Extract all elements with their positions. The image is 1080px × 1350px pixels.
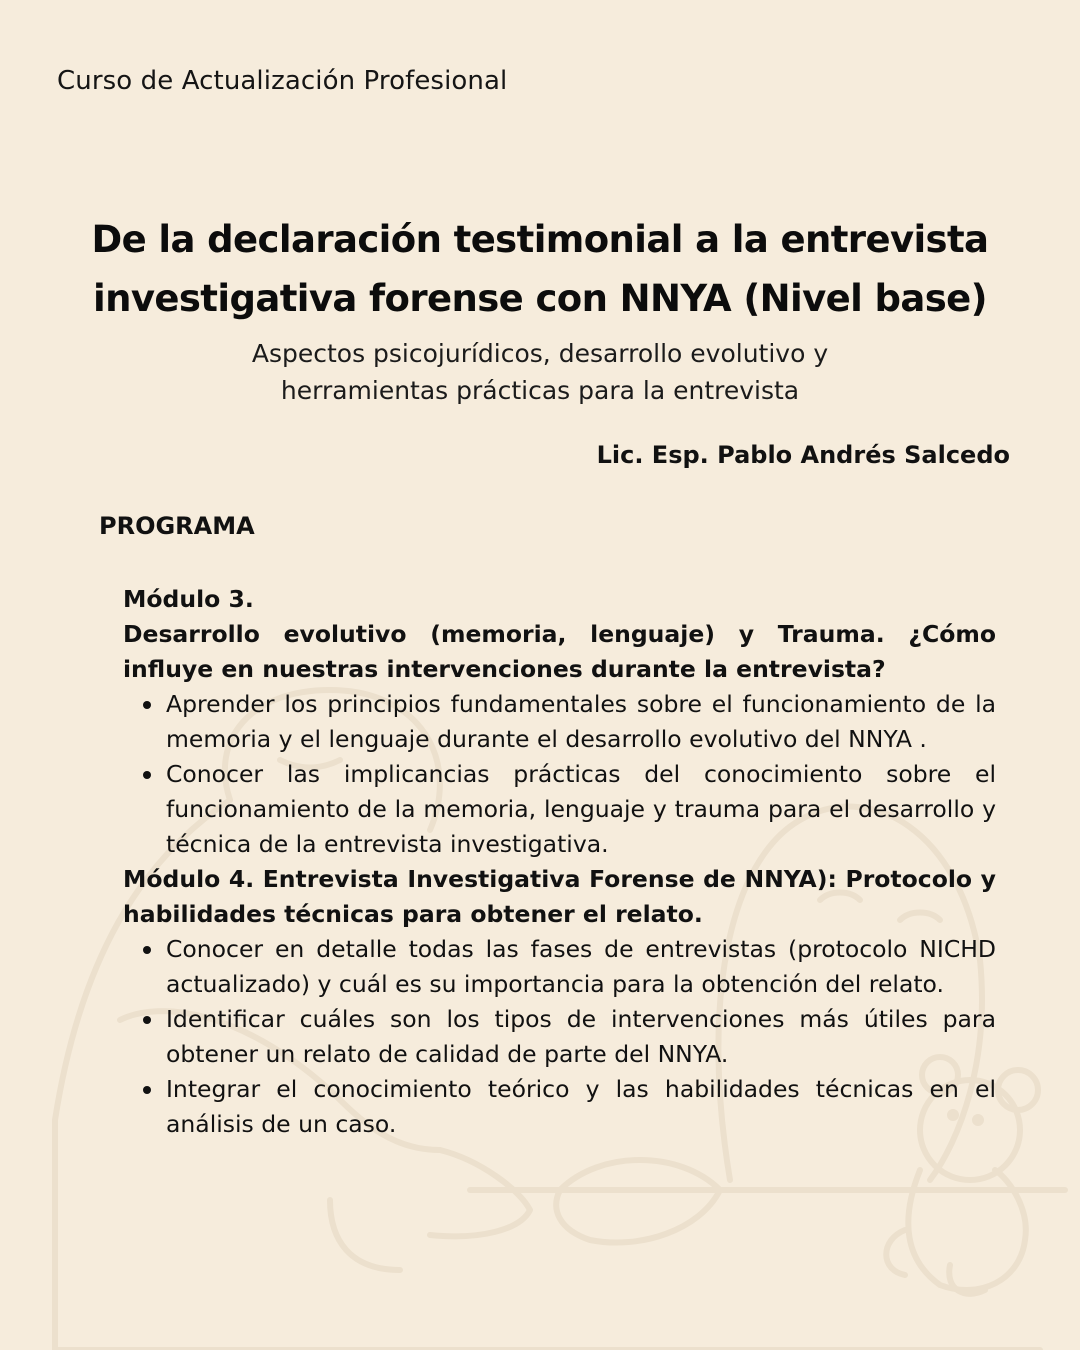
course-title-line-2: investigativa forense con NNYA (Nivel base) [93,277,987,320]
module-4 [123,862,996,1142]
list-item: Integrar el conocimiento teórico y las habilidades técnicas en el análisis de un caso. [166,1072,996,1142]
course-title [40,210,1040,328]
module-4-heading: Módulo 4. Entrevista Investigativa Forense de NNYA): Protocolo y habilidades técnicas para obtener el relato. [123,865,996,928]
module-4-objectives [123,932,996,1142]
list-item: Conocer las implicancias prácticas del conocimiento sobre el funcionamiento de la memoria, lenguaje y trauma para el desarrollo y técnica de la entrevista investigativa. [166,757,996,862]
list-item: Aprender los principios fundamentales sobre el funcionamiento de la memoria y el lenguaje durante el desarrollo evolutivo del NNYA . [166,687,996,757]
list-item: Identificar cuáles son los tipos de intervenciones más útiles para obtener un relato de calidad de parte del NNYA. [166,1002,996,1072]
instructor-name: Lic. Esp. Pablo Andrés Salcedo [596,441,1010,469]
module-3 [123,582,996,862]
course-subtitle-line-1: Aspectos psicojurídicos, desarrollo evolutivo y [251,339,829,368]
course-subtitle-line-2: herramientas prácticas para la entrevista [280,376,800,405]
course-type-label: Curso de Actualización Profesional [57,66,508,96]
module-3-objectives [123,687,996,862]
course-title-line-1: De la declaración testimonial a la entrevista [91,218,989,261]
program-heading: PROGRAMA [99,512,255,540]
course-subtitle [140,335,940,409]
module-3-heading: Desarrollo evolutivo (memoria, lenguaje) y Trauma. ¿Cómo influye en nuestras intervenciones durante la entrevista? [123,620,996,683]
program-content [123,582,996,1142]
module-3-number: Módulo 3. [123,585,254,613]
list-item: Conocer en detalle todas las fases de entrevistas (protocolo NICHD actualizado) y cuál es su importancia para la obtención del relato. [166,932,996,1002]
